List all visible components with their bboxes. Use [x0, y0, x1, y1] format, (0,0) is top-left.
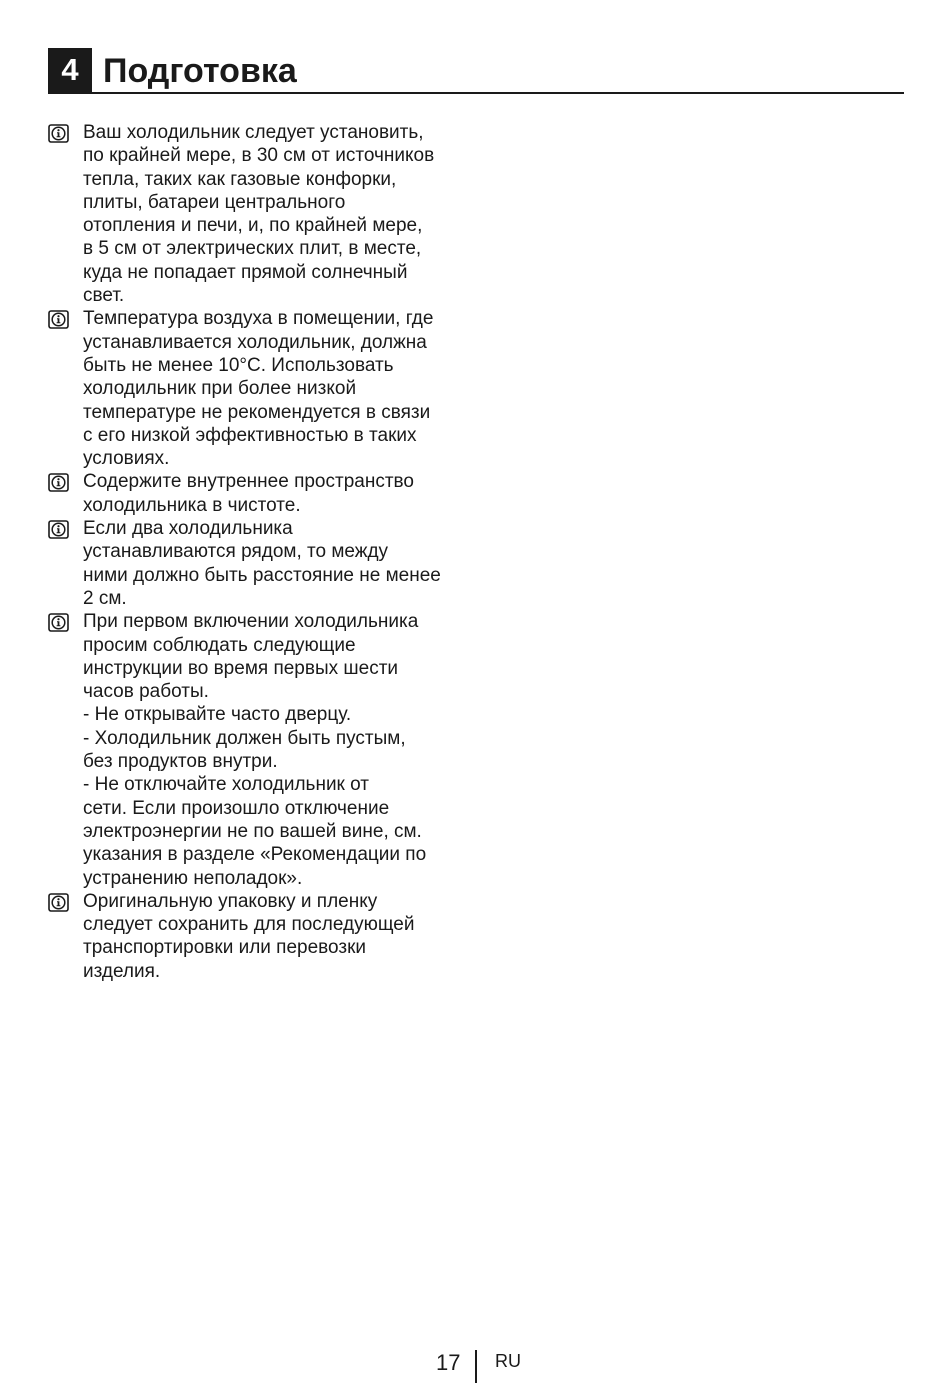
- note-text-line: устранению неполадок».: [83, 867, 303, 889]
- info-note: [48, 470, 488, 517]
- footer-divider: [475, 1350, 477, 1383]
- notes-list: [48, 121, 488, 983]
- info-icon: [48, 520, 69, 539]
- note-text-line: - Не открывайте часто дверцу.: [83, 704, 352, 726]
- language-code: RU: [495, 1351, 521, 1371]
- note-text-line: холодильника в чистоте.: [83, 494, 301, 516]
- info-note: [48, 890, 488, 983]
- note-text-line: отопления и печи, и, по крайней мере,: [83, 215, 423, 237]
- note-text-line: - Не отключайте холодильник от: [83, 774, 370, 796]
- note-text-line: устанавливаются рядом, то между: [83, 541, 389, 563]
- note-text-line: по крайней мере, в 30 см от источников: [83, 145, 435, 167]
- note-text-line: следует сохранить для последующей: [83, 914, 415, 936]
- note-text-line: условиях.: [83, 448, 170, 470]
- note-text-line: При первом включении холодильника: [83, 611, 419, 633]
- info-icon: [48, 473, 69, 492]
- note-text-line: ними должно быть расстояние не менее: [83, 564, 441, 586]
- info-icon: [48, 310, 69, 329]
- note-text-line: тепла, таких как газовые конфорки,: [83, 168, 397, 190]
- info-note: [48, 307, 488, 470]
- chapter-header: [48, 48, 904, 94]
- note-text-line: без продуктов внутри.: [83, 751, 278, 773]
- info-note: [48, 121, 488, 307]
- note-text-line: 2 см.: [83, 587, 127, 609]
- note-text-line: указания в разделе «Рекомендации по: [83, 844, 427, 866]
- note-text-line: плиты, батареи центрального: [83, 191, 346, 213]
- note-text-line: свет.: [83, 285, 125, 307]
- note-text-line: устанавливается холодильник, должна: [83, 331, 427, 353]
- info-icon: [48, 893, 69, 912]
- chapter-title: Подготовка: [103, 52, 297, 90]
- note-text-line: в 5 см от электрических плит, в месте,: [83, 238, 422, 260]
- note-text-line: электроэнергии не по вашей вине, см.: [83, 820, 422, 842]
- note-text-line: часов работы.: [83, 681, 209, 703]
- note-text-line: температуре не рекомендуется в связи: [83, 401, 431, 423]
- note-text-line: просим соблюдать следующие: [83, 634, 356, 656]
- note-text-line: Содержите внутреннее пространство: [83, 471, 414, 493]
- note-text-line: инструкции во время первых шести: [83, 657, 399, 679]
- note-text-line: - Холодильник должен быть пустым,: [83, 727, 406, 749]
- info-note: [48, 517, 488, 610]
- note-text-line: транспортировки или перевозки: [83, 937, 367, 959]
- note-text-line: Если два холодильника: [83, 518, 293, 540]
- note-text-line: с его низкой эффективностью в таких: [83, 424, 417, 446]
- note-text-line: куда не попадает прямой солнечный: [83, 261, 408, 283]
- note-text-line: Оригинальную упаковку и пленку: [83, 890, 378, 912]
- note-text-line: холодильник при более низкой: [83, 378, 357, 400]
- note-text-line: сети. Если произошло отключение: [83, 797, 390, 819]
- note-text-line: изделия.: [83, 960, 161, 982]
- note-text-line: Температура воздуха в помещении, где: [83, 308, 434, 330]
- note-text-line: быть не менее 10°С. Использовать: [83, 354, 394, 376]
- page-number: 17: [436, 1350, 461, 1375]
- note-text-line: Ваш холодильник следует установить,: [83, 122, 424, 143]
- page-footer: [0, 1346, 950, 1386]
- info-note: [48, 610, 488, 890]
- info-icon: [48, 613, 69, 632]
- chapter-number-badge: 4: [48, 48, 92, 92]
- info-icon: [48, 124, 69, 143]
